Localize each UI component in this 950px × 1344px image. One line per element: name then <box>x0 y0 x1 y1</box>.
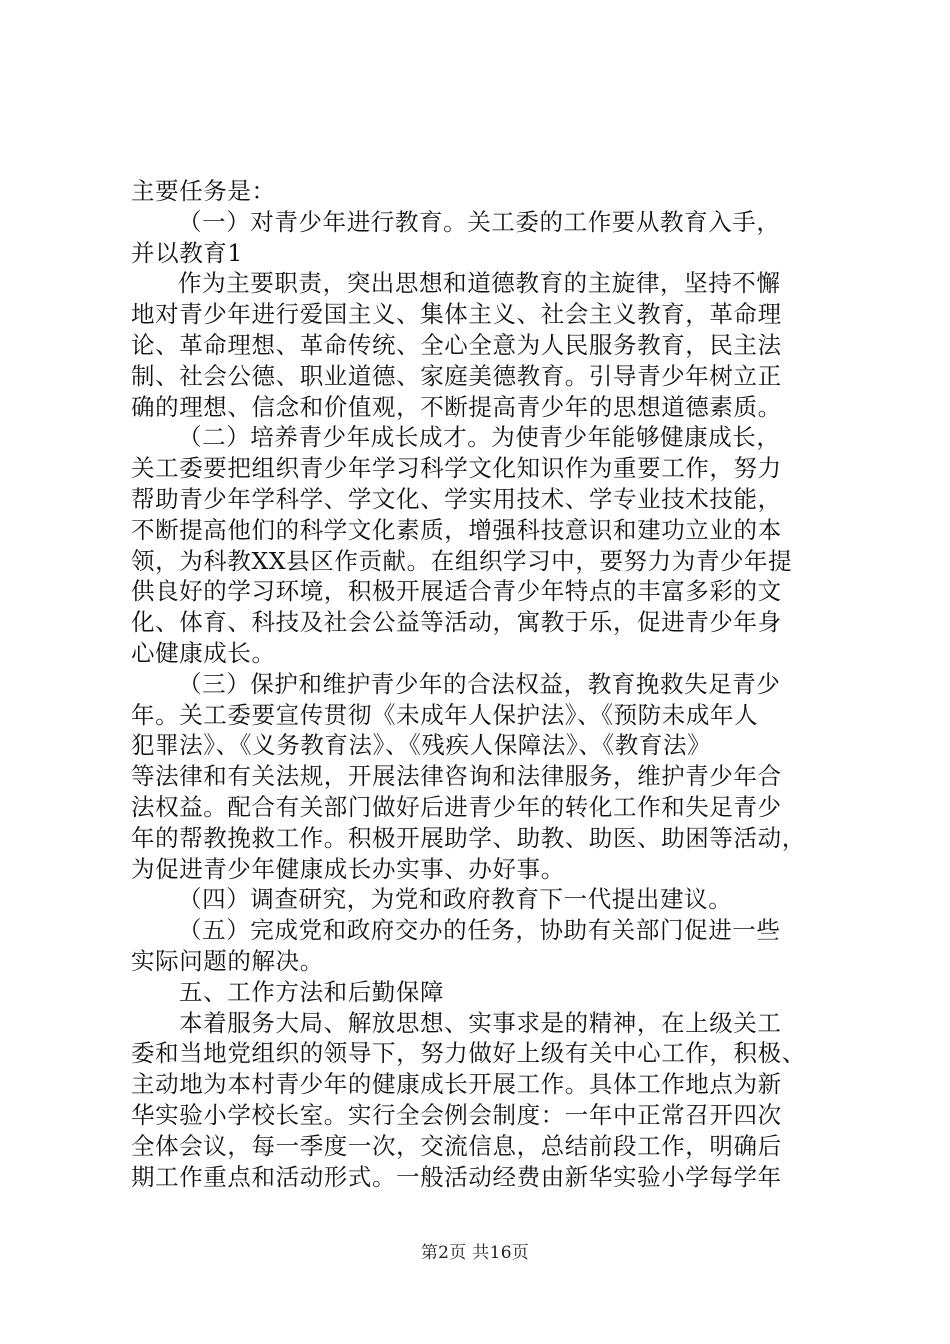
text-line: 法权益。配合有关部门做好后进青少年的转化工作和失足青少 <box>131 792 782 821</box>
text-line: 确的理想、信念和价值观，不断提高青少年的思想道德素质。 <box>131 392 782 421</box>
text-line: 论、革命理想、革命传统、全心全意为人民服务教育，民主法 <box>131 330 782 359</box>
text-line: 化、体育、科技及社会公益等活动，寓教于乐，促进青少年身 <box>131 608 782 637</box>
text-line: （二）培养青少年成长成才。为使青少年能够健康成长， <box>178 423 781 452</box>
text-line: 为促进青少年健康成长办实事、办好事。 <box>131 854 565 883</box>
text-line: 年的帮教挽救工作。积极开展助学、助教、助医、助困等活动， <box>131 823 806 852</box>
text-line: 领，为科教XX县区作贡献。在组织学习中，要努力为青少年提 <box>131 546 793 575</box>
text-line: 地对青少年进行爱国主义、集体主义、社会主义教育，革命理 <box>131 300 782 329</box>
text-line: 帮助青少年学科学、学文化、学实用技术、学专业技术技能， <box>131 484 782 513</box>
text-line: 关工委要把组织青少年学习科学文化知识作为重要工作，努力 <box>131 454 782 483</box>
text-line: （五）完成党和政府交办的任务，协助有关部门促进一些 <box>178 916 781 945</box>
text-line: 犯罪法》、《义务教育法》、《残疾人保障法》、《教育法》 <box>131 731 712 760</box>
text-line: 本着服务大局、解放思想、实事求是的精神，在上级关工 <box>179 1008 782 1037</box>
text-line: （三）保护和维护青少年的合法权益，教育挽救失足青少 <box>178 669 781 698</box>
text-line: 华实验小学校长室。实行全会例会制度：一年中正常召开四次 <box>131 1100 782 1129</box>
text-line: 主动地为本村青少年的健康成长开展工作。具体工作地点为新 <box>131 1070 782 1099</box>
text-line: 并以教育1 <box>131 238 243 267</box>
text-line: 全体会议，每一季度一次，交流信息，总结前段工作，明确后 <box>131 1131 782 1160</box>
text-line: 不断提高他们的科学文化素质，增强科技意识和建功立业的本 <box>131 515 782 544</box>
text-line: 制、社会公德、职业道德、家庭美德教育。引导青少年树立正 <box>131 361 782 390</box>
text-line: （一）对青少年进行教育。关工委的工作要从教育入手， <box>178 207 781 236</box>
document-body <box>131 176 831 1192</box>
text-line: 期工作重点和活动形式。一般活动经费由新华实验小学每学年 <box>131 1162 782 1191</box>
text-line: 供良好的学习环境，积极开展适合青少年特点的丰富多彩的文 <box>131 577 782 606</box>
text-line: 等法律和有关法规，开展法律咨询和法律服务，维护青少年合 <box>131 762 782 791</box>
text-line: 主要任务是： <box>131 177 276 205</box>
section-heading: 五、工作方法和后勤保障 <box>179 977 445 1006</box>
page-number-label: 第2页 共16页 <box>420 1243 530 1263</box>
page-footer <box>0 1243 950 1263</box>
text-line: 年。关工委要宣传贯彻《未成年人保护法》、《预防未成年人 <box>131 700 759 729</box>
text-line: 实际问题的解决。 <box>131 946 324 975</box>
text-line: （四）调查研究，为党和政府教育下一代提出建议。 <box>178 885 733 914</box>
text-line: 委和当地党组织的领导下，努力做好上级有关中心工作，积极、 <box>131 1039 806 1068</box>
text-line: 作为主要职责，突出思想和道德教育的主旋律，坚持不懈 <box>178 269 781 298</box>
text-line: 心健康成长。 <box>131 638 276 667</box>
